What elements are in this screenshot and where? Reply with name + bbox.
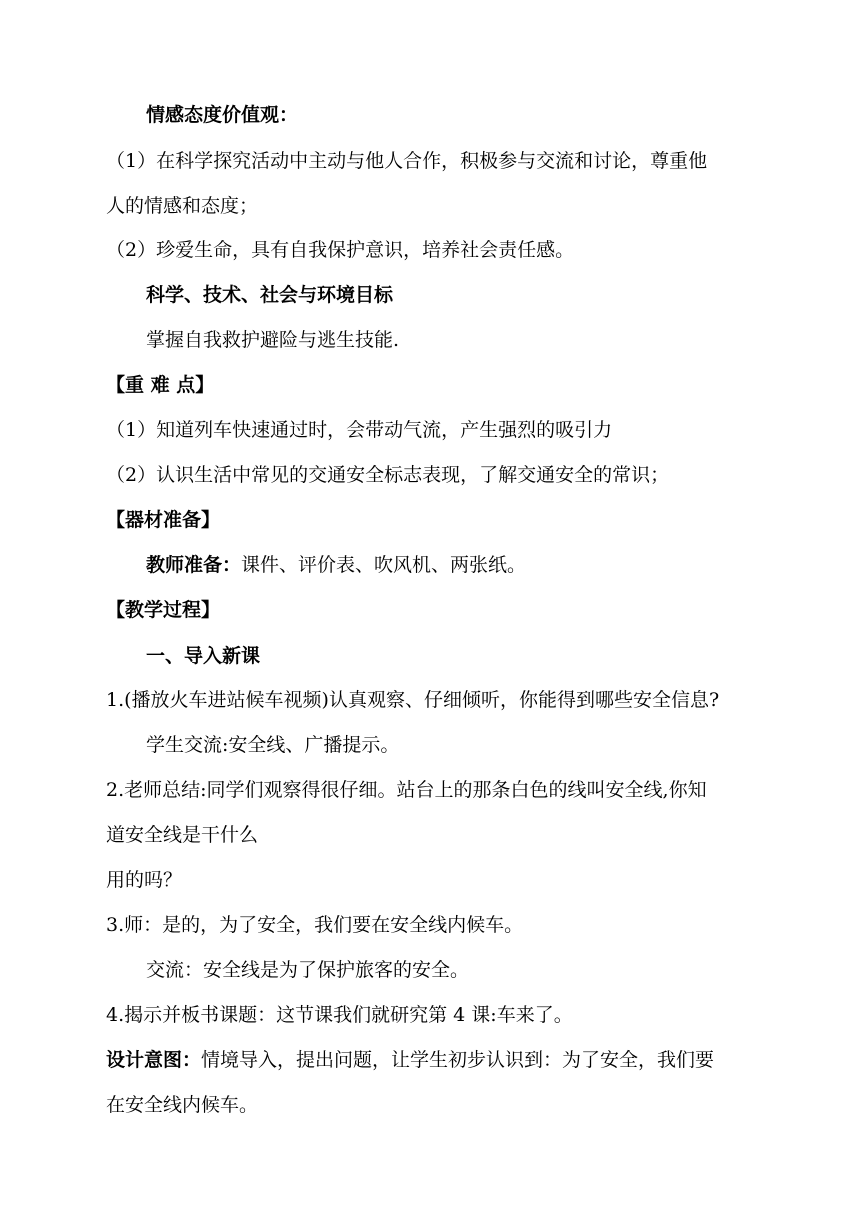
section-heading-materials: 【器材准备】 [106, 509, 221, 531]
paragraph-line: （1）在科学探究活动中主动与他人合作，积极参与交流和讨论，尊重他 [106, 150, 708, 172]
inline-label: 设计意图： [106, 1049, 202, 1071]
subheading-intro: 一、导入新课 [146, 645, 261, 667]
paragraph-line: 用的吗？ [106, 869, 183, 891]
paragraph-line: 道安全线是干什么 [106, 824, 259, 846]
paragraph-line: （2）认识生活中常见的交通安全标志表现，了解交通安全的常识； [106, 464, 670, 486]
paragraph-line [106, 1048, 766, 1072]
paragraph-line: 在安全线内候车。 [106, 1094, 259, 1116]
paragraph-line: 3.师：是的，为了安全，我们要在安全线内候车。 [106, 914, 524, 936]
section-heading-process: 【教学过程】 [106, 599, 221, 621]
paragraph-line: 掌握自我救护避险与逃生技能. [146, 329, 400, 351]
section-heading-key-points: 【重 难 点】 [106, 374, 215, 396]
paragraph-line: （2）珍爱生命，具有自我保护意识，培养社会责任感。 [106, 239, 575, 261]
paragraph-line: 2.老师总结:同学们观察得很仔细。站台上的那条白色的线叫安全线,你知 [106, 779, 707, 801]
paragraph-line: （1）知道列车快速通过时，会带动气流，产生强烈的吸引力 [106, 419, 613, 441]
heading-sts-goals: 科学、技术、社会与环境目标 [146, 284, 394, 306]
paragraph-line [146, 553, 806, 577]
inline-text: 情境导入，提出问题，让学生初步认识到：为了安全，我们要 [201, 1049, 715, 1071]
paragraph-line: 4.揭示并板书课题：这节课我们就研究第 4 课:车来了。 [106, 1004, 573, 1026]
paragraph-line: 学生交流:安全线、广播提示。 [146, 734, 400, 756]
paragraph-line: 交流：安全线是为了保护旅客的安全。 [146, 959, 470, 981]
paragraph-line: 1.(播放火车进站候车视频)认真观察、仔细倾听，你能得到哪些安全信息? [106, 689, 720, 711]
inline-text: 课件、评价表、吹风机、两张纸。 [241, 554, 527, 576]
heading-emotion-attitude: 情感态度价值观： [146, 104, 299, 126]
paragraph-line: 人的情感和态度； [106, 195, 259, 217]
inline-label: 教师准备： [146, 554, 242, 576]
